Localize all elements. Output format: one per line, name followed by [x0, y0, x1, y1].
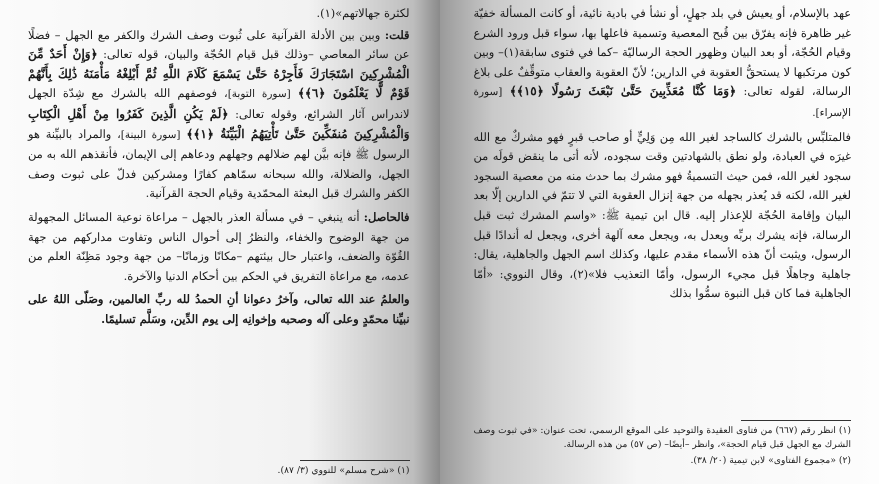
footnote: (١) «شرح مسلم» للنووي (٣/ ٨٧).	[277, 465, 410, 476]
footnote-divider	[741, 420, 851, 421]
verse-reference: [سورة الإسراء].	[473, 86, 851, 119]
left-footnotes	[28, 460, 410, 478]
quran-verse: ﴿وَإِنْ أَحَدٌ مِّنَ الْمُشْرِكِينَ اسْتَجَارَكَ فَأَجِرْهُ حَتَّىٰ يَسْمَعَ كَلَامَ اللَّهِ ثُمَّ أَبْلِغْهُ مَأْمَنَهُ ذَٰلِكَ بِأَنَّهُمْ قَوْمٌ لَّا يَعْلَمُونَ ﴿٦﴾﴾	[28, 47, 410, 101]
left-paragraph-1	[28, 26, 410, 204]
paragraph-text: ، والمراد بالبيِّنة هو الرسول ﷺ فإنه بيَّن لهم ضلالهم وجهلهم ودعاهم إلى الإيمان، فأنقذهم الله به من الجهل، والضلالة، والله سبحانه سمّاهم كفارًا ومشركين فدلّ على ثبوت وصف الكفر والشرك قبل البعثة المحمّدية وقيام الحجة القرآنية.	[28, 126, 410, 201]
right-paragraph-2: فالمتلبِّس بالشرك كالساجد لغير الله مِن وَلِيٍّ أو صاحب قبرٍ فهو مشركٌ مع الله غيرَه في العبادة، ولو نطق بالشهادتين وقت سجوده، لأنه أتى ما ينقض قولَه من سجود لغير الله، فمن حيث التسميةُ فهو مشرك بما حدث منه من معصية السجود لغير الله، لكنه قد يُعذر بجهله من جهة إنزال العقوبة التي لا تتمّ في الدارين إلّا بعد البيان وإقامة الحُجّة للإعذار إليه. قال ابن تيمية ﷺ: «واسم المشرك ثبت قبل الرسالة، فإنه يشرك بربِّه ويعدل به، ويجعل معه آلهة أخرى، ويجعل له أندادًا قبل الرسول، ويثبت أنّ هذه الأسماء مقدم عليها، وكذلك اسم الجهل والجاهلية، يقال: جاهلية وجاهلًا قبل مجيء الرسول، وأمّا التعذيب فلا»‫(٢)‬، وقال النووي: «أمّا الجاهلية فما كان قبل النبوة سمُّوا بذلك	[473, 129, 851, 301]
verse-reference: [سورة التوبة]	[227, 88, 291, 101]
paragraph-text: ، فوصفهم الله بالشرك مع شِدّة الجهل لاندراس آثار الشرائع، وقوله تعالى:	[28, 86, 410, 121]
quran-verse: ﴿لَمْ يَكُنِ الَّذِينَ كَفَرُوا مِنْ أَهْلِ الْكِتَابِ وَالْمُشْرِكِينَ مُنفَكِّينَ حَتَّىٰ تَأْتِيَهُمُ الْبَيِّنَةُ ﴿١﴾﴾	[28, 106, 410, 141]
closing-paragraph: والعلمُ عند الله تعالى، وآخرُ دعوانا أنِ الحمدُ لله ربِّ العالمين، وصَلّى اللهُ على نبيِّنا محمّدٍ وعلى آله وصحبه وإخوانِه إلى يوم الدِّين، وسَلَّم تسليمًا.	[28, 292, 410, 326]
paragraph-text: عهد بالإسلام، أو يعيش في بلد جهلٍ، أو نشأ في بادية نائية، أو كانت المسألة خفيّة غير ظاهرة فإنه يفرّق بين قُبح المعصية وتسمية فاعلها بها، سواء قبل ورود الشرع وقيام الحُجّة، أو بعد البيان وظهور الحجة الرساليّة –كما في فتوى سابقة‫(١)‬– وبين كون مرتكبها لا يستحقُّ العقوبة في الدارين؛ لأنّ العقوبة والعقاب متوقِّفٌ على بلاغ الرسالة، لقوله تعالى:	[473, 6, 852, 99]
paragraph-text: وبين بين الأدلة القرآنية على ثُبوت وصف الشرك والكفر مع الجهل – فضلًا عن سائر المعاصي –وذلك قبل قيام الحُجّة والبيان، قوله تعالى:	[28, 27, 410, 62]
paragraph-text: أنه ينبغي – في مسألة العذر بالجهل – مراعاة نوعية المسائل المجهولة من جهة الوضوح والخفاء، والنظرُ إلى أحوال الناس وتفاوت مداركهم من جهة القُوّة والضعف، واعتبار حال بيئتهم –مكانًا وزمانًا– من جهة وجود مَظِنّة العلم من عدمه، مع مراعاة التفريق في الحكم بين أحكام الدنيا والآخرة.	[28, 209, 410, 283]
right-footnotes	[474, 420, 852, 470]
verse-reference: [سورة البينة]	[120, 128, 181, 141]
footnote: (١) انظر رقم (٦٦٧) من فتاوى العقيدة والتوحيد على الموقع الرسمي، تحت عنوان: «في ثبوت وصف الشرك مع الجهل قبل قيام الحجة»، وانظر –أيضًا– (ص ٥٧) من هذه الرسالة.	[473, 425, 851, 450]
paragraph-lead: قلت:	[384, 27, 410, 42]
paragraph-lead: فالحاصل:	[363, 209, 410, 224]
quran-verse: ﴿وَمَا كُنَّا مُعَذِّبِينَ حَتَّىٰ نَبْعَثَ رَسُولًا ﴿١٥﴾﴾	[509, 84, 737, 99]
left-paragraph-2	[28, 208, 410, 286]
footnote: (٢) «مجموع الفتاوى» لابن تيمية (٢٠/ ٣٨).	[690, 455, 851, 466]
footnote-divider	[300, 460, 410, 461]
right-page	[440, 0, 879, 484]
left-top-line: لكثرة جهالاتهم»‫(١)‬.	[316, 6, 410, 20]
right-paragraph-1	[474, 4, 852, 124]
